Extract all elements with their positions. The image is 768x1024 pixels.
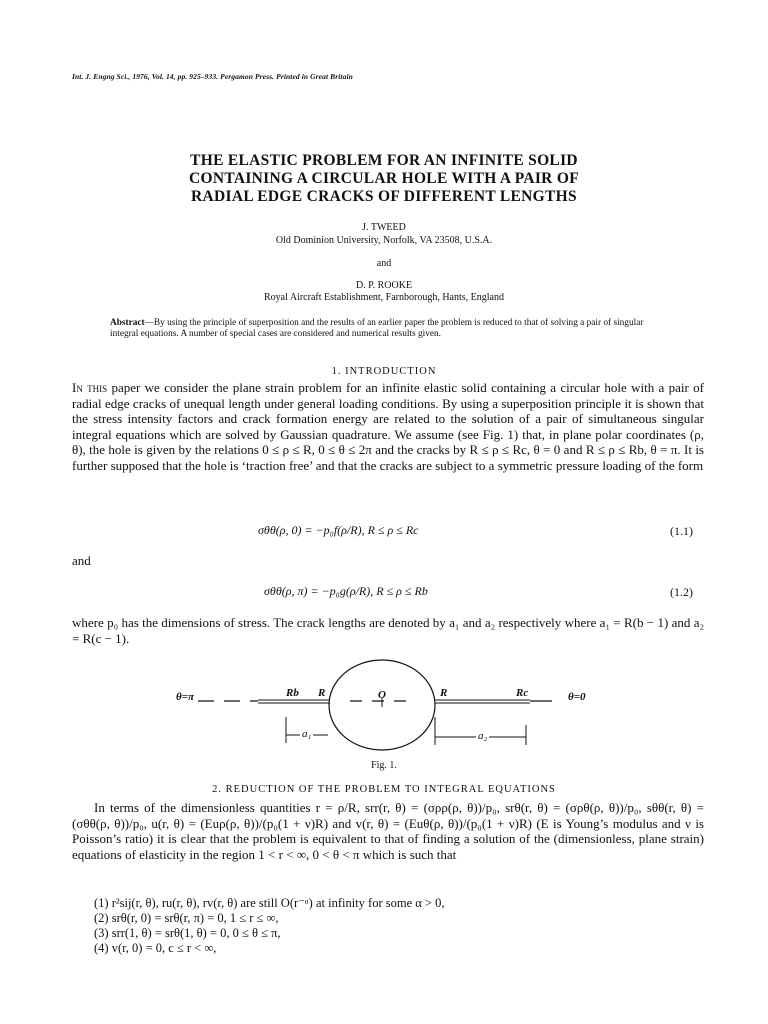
equation-1-1: σθθ(ρ, 0) = −p₀f(ρ/R), R ≤ ρ ≤ Rc [258, 523, 419, 537]
equation-1-1-number: (1.1) [670, 524, 693, 538]
author-2: D. P. ROOKE [355, 280, 413, 291]
affiliation-2: Royal Aircraft Establishment, Farnborough, Hants, England [264, 292, 504, 303]
title-line-1: THE ELASTIC PROBLEM FOR AN INFINITE SOLID [190, 152, 578, 169]
label-theta-pi: θ=π [176, 691, 194, 703]
label-Rc: Rc [516, 687, 529, 699]
affiliation-1: Old Dominion University, Norfolk, VA 23508, U.S.A. [275, 235, 493, 246]
label-a2: a₂ [478, 730, 488, 742]
section-1-heading: 1. INTRODUCTION [331, 366, 437, 377]
label-a1: a₁ [302, 728, 312, 740]
title-line-2: CONTAINING A CIRCULAR HOLE WITH A PAIR OF [189, 170, 579, 187]
equation-1-2: σθθ(ρ, π) = −p₀g(ρ/R), R ≤ ρ ≤ Rb [264, 584, 428, 598]
and-connector: and [72, 553, 91, 568]
section-2-heading: 2. REDUCTION OF THE PROBLEM TO INTEGRAL EQUATIONS [212, 784, 556, 795]
figure-1-diagram [150, 655, 630, 755]
label-R-left: R [318, 687, 326, 699]
abstract-text: —By using the principle of superposition and the results of an earlier paper the problem is reduced to that of solving a pair of singular integral equations. A number of special cases are considered and numerical results given. [110, 318, 644, 339]
title-line-3: RADIAL EDGE CRACKS OF DIFFERENT LENGTHS [191, 188, 577, 205]
author-1: J. TWEED [362, 222, 406, 233]
abstract [110, 318, 660, 340]
intro-text: paper we consider the plane strain problem for an infinite elastic solid containing a circular hole with a pair of radial edge cracks of unequal length under general loading conditions. By using a superposition principle it is shown that the stress intensity factors and crack formation energy are related to the solution of a pair of simultaneous singular integral equations which are solved by Gaussian quadrature. We assume (see Fig. 1) that, in plane polar coordinates (ρ, θ), the hole is given by the relations 0 ≤ ρ ≤ R, 0 ≤ θ ≤ 2π and the cracks by R ≤ ρ ≤ Rc, θ = 0 and R ≤ ρ ≤ Rb, θ = π. It is further supposed that the hole is ‘traction free’ and that the cracks are subject to a symmetric pressure loading of the form [72, 380, 704, 473]
crack-length-paragraph: where p₀ has the dimensions of stress. The crack lengths are denoted by a₁ and a₂ respectively where a₁ = R(b − 1) and a₂ = R(c − 1). [72, 615, 704, 646]
condition-2: (2) srθ(r, 0) = srθ(r, π) = 0, 1 ≤ r ≤ ∞, [94, 911, 279, 925]
figure-1-caption: Fig. 1. [371, 760, 397, 771]
label-O: O [378, 689, 386, 701]
condition-4: (4) v(r, 0) = 0, c ≤ r < ∞, [94, 941, 217, 955]
label-theta-zero: θ=0 [568, 691, 586, 703]
intro-paragraph [72, 380, 704, 474]
equation-1-2-number: (1.2) [670, 585, 693, 599]
paper-title [0, 152, 768, 206]
abstract-label: Abstract [110, 318, 145, 328]
condition-1: (1) r²sij(r, θ), ru(r, θ), rv(r, θ) are still O(r⁻ᵅ) at infinity for some α > 0, [94, 896, 445, 910]
label-Rb: Rb [286, 687, 299, 699]
journal-citation: Int. J. Engng Sci., 1976, Vol. 14, pp. 925–933. Pergamon Press. Printed in Great Britain [72, 72, 353, 81]
section-2-paragraph: In terms of the dimensionless quantities r = ρ/R, srr(r, θ) = (σρρ(ρ, θ))/p₀, srθ(r, θ) = (σρθ(ρ, θ))/p₀, sθθ(r, θ) = (σθθ(ρ, θ))/p₀, u(r, θ) = (Euρ(ρ, θ))/(p₀(1 + ν)R) and v(r, θ) = (Euθ(ρ, θ))/(p₀(1 + ν)R) (E is Young’s modulus and ν is Poisson’s ratio) it is clear that the problem is equivalent to that of finding a solution of the (dimensionless, plane strain) equations of elasticity in the region 1 < r < ∞, 0 < θ < π which is such that [72, 800, 704, 862]
condition-3: (3) srr(1, θ) = srθ(1, θ) = 0, 0 ≤ θ ≤ π, [94, 926, 281, 940]
intro-lead: In this [72, 380, 108, 395]
author-separator: and [376, 258, 392, 269]
label-R-right: R [440, 687, 448, 699]
